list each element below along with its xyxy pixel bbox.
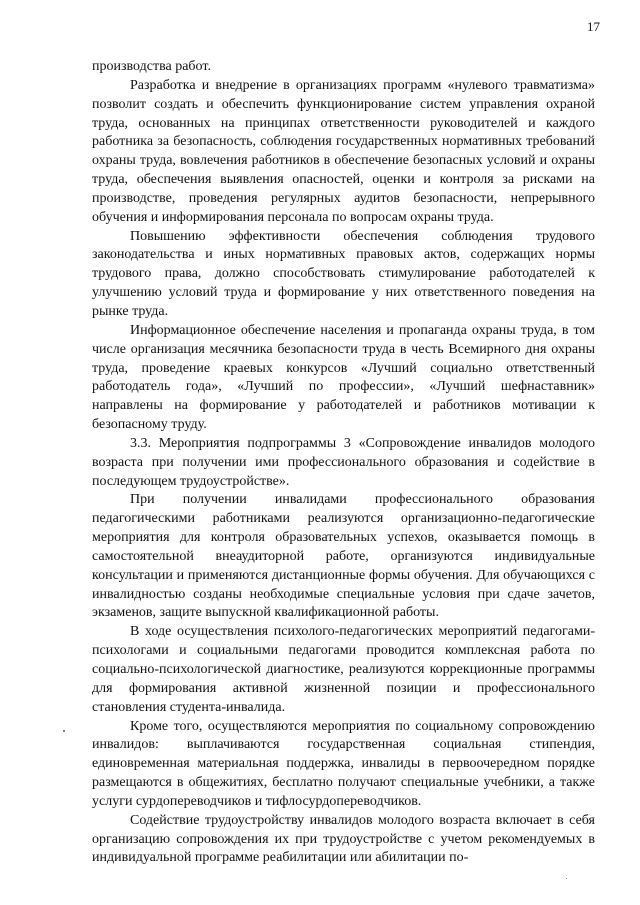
scan-speck (63, 730, 65, 732)
paragraph: Повышению эффективности обеспечения соблюдения трудового законодательства и иных нормативных правовых актов, содержащих нормы трудового права, должно способствовать стимулирование работодателей к улучшению условий труда и формирование у них ответственного поведения на рынке труда. (92, 228, 595, 319)
section-heading-paragraph: 3.3. Мероприятия подпрограммы 3 «Сопровождение инвалидов молодого возраста при получении ими профессионального образования и содействие в последующем трудоустройстве». (92, 435, 595, 489)
paragraph: Разработка и внедрение в организациях программ «нулевого травматизма» позволит создать и обеспечить функционирование систем управления охраной труда, основанных на принципах ответственности руководителей и каждого работника за безопасность, соблюдения государственных нормативных требований охраны труда, вовлечения работников в обеспечение безопасных условий и охраны труда, обеспечения выявления опасностей, оценки и контроля за рисками на производстве, проведения регулярных аудитов безопасности, непрерывного обучения и информирования персонала по вопросам охраны труда. (92, 77, 595, 225)
page-number: 17 (587, 19, 600, 34)
paragraph: При получении инвалидами профессионального образования педагогическими работниками реализуются организационно-педагогические мероприятия для контроля образовательных успехов, оказывается помощь в самостоятельной внеаудиторной работе, организуются индивидуальные консультации и применяются дистанционные формы обучения. Для обучающихся с инвалидностью созданы необходимые специальные условия при сдаче зачетов, экзаменов, защите выпускной квалификационной работы. (92, 492, 595, 621)
paragraph: Кроме того, осуществляются мероприятия по социальному сопровождению инвалидов: выплачиваются государственная социальная стипендия, единовременная материальная поддержка, инвалиды в первоочередном порядке размещаются в общежитиях, бесплатно получают специальные учебники, а также услуги сурдопереводчиков и тифлосурдопереводчиков. (92, 718, 595, 809)
paragraph: Информационное обеспечение населения и пропаганда охраны труда, в том числе организация месячника безопасности труда в честь Всемирного дня охраны труда, проведение краевых конкурсов «Лучший социально ответственный работодатель года», «Лучший по профессии», «Лучший шефнаставник» направлены на формирование у работодателей и работников мотивации к безопасному труду. (92, 322, 595, 433)
paragraph: Содействие трудоустройству инвалидов молодого возраста включает в себя организацию сопровождения их при трудоустройстве с учетом рекомендуемых в индивидуальной программе реабилитации или абилитации по- (92, 812, 595, 866)
paragraph: производства работ. (92, 59, 211, 74)
scan-speck (566, 878, 567, 879)
paragraph: В ходе осуществления психолого-педагогических мероприятий педагогами-психологами и социальными педагогами проводится комплексная работа по социально-психологической диагностике, реализуются коррекционные программы для формирования активной жизненной позиции и профессионального становления студента-инвалида. (92, 624, 595, 715)
document-body (92, 58, 595, 868)
